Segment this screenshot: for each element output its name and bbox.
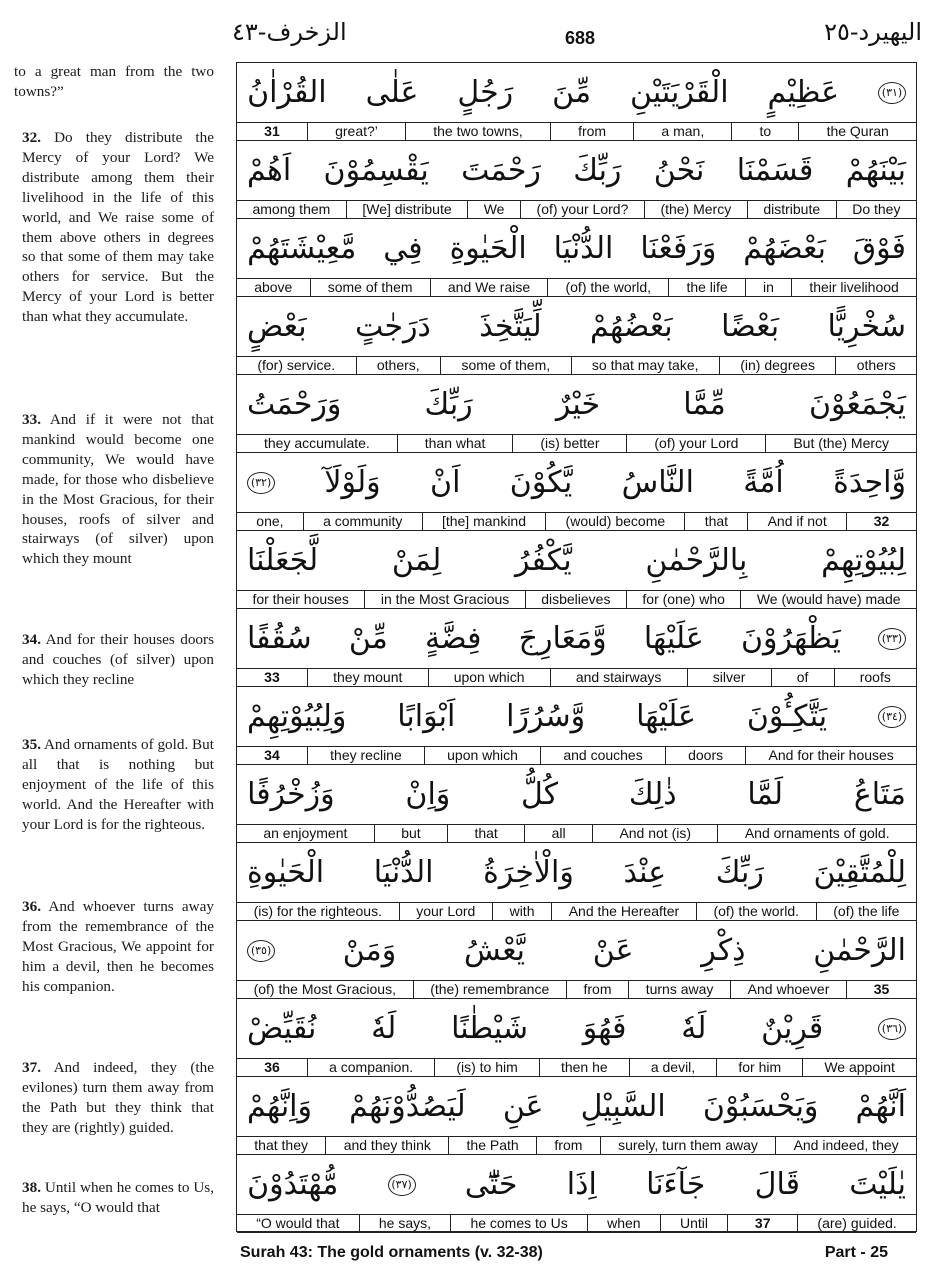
gloss-cell: (of) the Most Gracious, (253, 981, 396, 997)
arabic-word: الْحَيٰوةِ (247, 855, 325, 890)
gloss-cell: so that may take, (571, 357, 719, 374)
verse-number: 38. (22, 1179, 41, 1196)
arabic-word: سُخْرِيًّا (827, 309, 906, 344)
arabic-word: الدُّنْيَا (373, 855, 434, 890)
arabic-word: قَسَمْنَا (736, 153, 814, 188)
gloss-cell: and couches (540, 747, 665, 764)
arabic-word: خَيْرٌ (555, 387, 600, 422)
gloss-line (237, 1136, 916, 1155)
translation-verse-text: Do they distribute the Mercy of your Lord? We distribute among them their livelihood in the life of this world, and We raise some of them above others in degrees so that some of them may take others for service. But the Mercy of your Lord is better than what they accumulate. (22, 129, 214, 326)
gloss-cell: We (467, 201, 520, 218)
verse-number: 36. (22, 898, 41, 915)
verse-row (237, 141, 916, 219)
arabic-word: وَّسُرُرًا (506, 699, 586, 734)
verse-row (237, 63, 916, 141)
gloss-cell: a devil, (629, 1059, 717, 1076)
arabic-word: اُمَّةً (743, 465, 784, 500)
gloss-cell: And the Hereafter (551, 903, 696, 920)
arabic-word: عَلَيْهَا (636, 699, 696, 734)
page-footer (0, 1240, 938, 1270)
arabic-word: اَنَّهُمْ (855, 1089, 906, 1124)
arabic-line (237, 609, 916, 668)
translation-verse (22, 897, 214, 997)
arabic-word: يَظْهَرُوْنَ (740, 621, 841, 656)
arabic-word: اَهُمْ (247, 153, 292, 188)
arabic-word: لَّجَعَلْنَا (247, 543, 319, 578)
gloss-cell: for him (716, 1059, 802, 1076)
arabic-word: لِمَنْ (391, 543, 442, 578)
gloss-cell: And not (is) (592, 825, 717, 842)
arabic-word: نُقَيِّضْ (247, 1011, 317, 1046)
gloss-cell: then he (539, 1059, 629, 1076)
arabic-line (237, 765, 916, 824)
gloss-verse-number: 32 (846, 513, 916, 530)
gloss-verse-number: 37 (727, 1215, 797, 1232)
gloss-cell: he comes to Us (450, 1215, 587, 1232)
arabic-line (237, 453, 916, 512)
gloss-cell: (of) your Lord? (520, 201, 644, 218)
gloss-cell: for (one) who (626, 591, 740, 608)
gloss-cell: than what (397, 435, 513, 452)
arabic-word: جَآءَنَا (646, 1167, 706, 1202)
verse-row (237, 843, 916, 921)
arabic-word: بِالرَّحْمٰنِ (645, 543, 748, 578)
gloss-cell: some of them (310, 279, 430, 296)
arabic-word: فِي (383, 231, 423, 266)
gloss-cell: roofs (834, 669, 916, 686)
gloss-cell: above (254, 279, 293, 295)
arabic-word: دَرَجٰتٍ (354, 309, 431, 344)
gloss-cell: from (536, 1137, 600, 1154)
gloss-cell: their livelihood (791, 279, 916, 296)
gloss-cell: your Lord (399, 903, 492, 920)
verse-number: 33. (22, 411, 41, 428)
surah-name-arabic: الزخرف-٤٣ (232, 18, 347, 46)
arabic-word: وَيَحْسَبُوْنَ (702, 1089, 819, 1124)
arabic-line (237, 921, 916, 980)
arabic-word: رَبِّكَ (573, 153, 622, 188)
gloss-cell: [We] distribute (346, 201, 467, 218)
verse-row (237, 531, 916, 609)
gloss-cell: (the) Mercy (644, 201, 747, 218)
gloss-cell: an enjoyment (263, 825, 348, 841)
gloss-cell: and We raise (430, 279, 548, 296)
gloss-cell: disbelieves (525, 591, 626, 608)
gloss-line (237, 356, 916, 375)
gloss-cell: (of) the world, (547, 279, 668, 296)
arabic-word: مِّنَ (552, 75, 592, 110)
arabic-word: قَرِيْنٌ (761, 1011, 824, 1046)
gloss-cell: And for their houses (745, 747, 916, 764)
arabic-word: النَّاسُ (621, 465, 694, 500)
arabic-line (237, 687, 916, 746)
verse-row (237, 297, 916, 375)
gloss-line (237, 278, 916, 297)
verse-row (237, 375, 916, 453)
arabic-word: ذِكْرِ (701, 933, 746, 968)
arabic-word: فَهُوَ (582, 1011, 627, 1046)
gloss-cell: for their houses (252, 591, 349, 607)
verse-end-marker: (٣٥) (247, 940, 275, 962)
gloss-cell: (of) the world. (696, 903, 816, 920)
verse-row (237, 765, 916, 843)
translation-continued (14, 62, 214, 102)
gloss-cell: the life (668, 279, 745, 296)
gloss-cell: that (684, 513, 747, 530)
gloss-cell: doors (665, 747, 745, 764)
gloss-cell: (for) service. (257, 357, 336, 373)
gloss-line (237, 902, 916, 921)
arabic-word: كُلُّ (521, 777, 559, 812)
gloss-cell: in (745, 279, 791, 296)
arabic-word: عَظِيْمٍ (767, 75, 840, 110)
arabic-word: مُّهْتَدُوْنَ (247, 1167, 339, 1202)
verse-end-marker: (٣٢) (247, 472, 275, 494)
arabic-word: لِّيَتَّخِذَ (479, 309, 542, 344)
gloss-line (237, 1214, 916, 1233)
gloss-cell: they recline (307, 747, 424, 764)
gloss-cell: (in) degrees (719, 357, 835, 374)
part-name-arabic: اليهيرد-٢٥ (824, 18, 922, 46)
gloss-line (237, 1058, 916, 1077)
arabic-word: يَّكْفُرُ (515, 543, 572, 578)
arabic-word: اِذَا (566, 1167, 597, 1202)
translation-verse-text: And ornaments of gold. But all that is nothing but enjoyment of the life of this world. And the Hereafter with your Lord is for the righteous. (22, 736, 214, 833)
page-header (0, 0, 938, 58)
gloss-line (237, 512, 916, 531)
gloss-cell: (the) remembrance (413, 981, 566, 998)
gloss-cell: the Quran (798, 123, 916, 140)
arabic-word: مَّعِيْشَتَهُمْ (247, 231, 357, 266)
translation-verse-text: Until when he comes to Us, he says, “O would that (22, 1179, 215, 1216)
gloss-cell: upon which (424, 747, 540, 764)
arabic-word: بَعْضُهُمْ (590, 309, 673, 344)
gloss-cell: a man, (633, 123, 731, 140)
gloss-cell: Until (660, 1215, 727, 1232)
arabic-word: الدُّنْيَا (553, 231, 614, 266)
gloss-cell: But (the) Mercy (765, 435, 916, 452)
gloss-cell: others, (356, 357, 441, 374)
arabic-word: وَاِنْ (405, 777, 451, 812)
gloss-cell: (of) your Lord (626, 435, 765, 452)
verse-end-marker: (٣١) (878, 82, 906, 104)
arabic-word: وَرَحْمَتُ (247, 387, 342, 422)
arabic-word: لِلْمُتَّقِيْنَ (813, 855, 906, 890)
arabic-word: يٰلَيْتَ (849, 1167, 906, 1202)
gloss-cell: great?’ (307, 123, 405, 140)
gloss-cell: all (524, 825, 592, 842)
gloss-line (237, 824, 916, 843)
gloss-line (237, 434, 916, 453)
translation-verse (22, 630, 214, 690)
gloss-cell: in the Most Gracious (364, 591, 524, 608)
verse-end-marker: (٣٤) (878, 706, 906, 728)
verse-end-marker: (٣٦) (878, 1018, 906, 1040)
arabic-word: مِّمَّا (683, 387, 726, 422)
translation-verse (22, 1178, 214, 1218)
gloss-verse-number: 34 (264, 747, 280, 763)
gloss-cell: (are) guided. (797, 1215, 916, 1232)
arabic-word: عَنْ (592, 933, 634, 968)
verse-row (237, 453, 916, 531)
gloss-verse-number: 31 (264, 123, 280, 139)
arabic-word: لَمَّا (747, 777, 784, 812)
arabic-word: شَيْطٰنًا (451, 1011, 529, 1046)
arabic-word: اَنْ (430, 465, 461, 500)
arabic-word: وَزُخْرُفًا (247, 777, 335, 812)
gloss-cell: turns away (628, 981, 730, 998)
arabic-line (237, 1077, 916, 1136)
gloss-cell: they mount (307, 669, 428, 686)
gloss-line (237, 980, 916, 999)
arabic-word: يَّكُوْنَ (509, 465, 573, 500)
gloss-cell: (is) better (512, 435, 626, 452)
arabic-word: فِضَّةٍ (424, 621, 482, 656)
verse-row (237, 687, 916, 765)
gloss-cell: of (771, 669, 834, 686)
gloss-cell: and stairways (550, 669, 687, 686)
verse-number: 34. (22, 631, 41, 648)
gloss-cell: that (447, 825, 524, 842)
gloss-cell: but (374, 825, 447, 842)
verse-row (237, 921, 916, 999)
gloss-cell: (is) for the righteous. (253, 903, 382, 919)
verse-number: 37. (22, 1059, 41, 1076)
gloss-cell: some of them, (440, 357, 570, 374)
arabic-line (237, 219, 916, 278)
translation-verse-text: And for their houses doors and couches (of silver) upon which they recline (22, 631, 214, 688)
gloss-cell: (of) the life (816, 903, 916, 920)
gloss-line (237, 200, 916, 219)
arabic-word: بَعْضًا (721, 309, 780, 344)
translation-verse (22, 410, 214, 569)
translation-verse (22, 735, 214, 835)
arabic-word: نَحْنُ (653, 153, 705, 188)
arabic-line (237, 843, 916, 902)
translation-verse-text: And indeed, they (the evilones) turn them away from the Path but they think that they are (rightly) guided. (22, 1059, 214, 1136)
arabic-word: السَّبِيْلِ (580, 1089, 666, 1124)
gloss-cell: Do they (836, 201, 916, 218)
arabic-word: يَتَّكِـُٔوْنَ (746, 699, 828, 734)
verse-number: 35. (22, 736, 41, 753)
gloss-cell: (is) to him (434, 1059, 539, 1076)
arabic-word: وَرَفَعْنَا (640, 231, 717, 266)
verse-end-marker: (٣٧) (388, 1174, 416, 1196)
footer-surah-title: Surah 43: The gold ornaments (v. 32-38) (240, 1244, 543, 1261)
gloss-cell: distribute (747, 201, 836, 218)
gloss-cell: to (731, 123, 798, 140)
arabic-line (237, 999, 916, 1058)
gloss-line (237, 668, 916, 687)
gloss-cell: And indeed, they (775, 1137, 916, 1154)
arabic-word: وَالْاٰخِرَةُ (483, 855, 574, 890)
gloss-cell: from (550, 123, 633, 140)
translation-verse (22, 1058, 214, 1138)
translation-verse-text: And if it were not that mankind would become one community, We would have made, for those who disbelieve in the Most Gracious, for their houses, roofs of silver and stairways (of silver) upon which they mount (22, 411, 214, 568)
gloss-cell: We (would have) made (740, 591, 916, 608)
arabic-word: اَبْوَابًا (397, 699, 456, 734)
verse-row (237, 609, 916, 687)
arabic-word: لِبُيُوْتِهِمْ (821, 543, 906, 578)
arabic-word: الْحَيٰوةِ (449, 231, 527, 266)
arabic-word: وَلَوْلَآ (324, 465, 381, 500)
arabic-word: يَجْمَعُوْنَ (808, 387, 906, 422)
arabic-word: قَالَ (754, 1167, 800, 1202)
verse-end-marker: (٣٣) (878, 628, 906, 650)
arabic-line (237, 141, 916, 200)
arabic-word: عَنِ (502, 1089, 544, 1124)
arabic-word: يَقْسِمُوْنَ (323, 153, 429, 188)
verse-row (237, 219, 916, 297)
arabic-line (237, 375, 916, 434)
gloss-cell: And if not (747, 513, 846, 530)
arabic-word: يَّعْشُ (463, 933, 526, 968)
footer-part: Part - 25 (824, 1244, 888, 1261)
gloss-line (237, 590, 916, 609)
gloss-cell: And ornaments of gold. (717, 825, 916, 842)
page-number: 688 (564, 28, 596, 48)
gloss-cell: a community (303, 513, 422, 530)
arabic-word: رَبِّكَ (715, 855, 764, 890)
arabic-word: وَّاحِدَةً (833, 465, 906, 500)
arabic-word: سُقُفًا (247, 621, 312, 656)
arabic-word: حَتّٰٓى (464, 1167, 518, 1202)
arabic-word: مَتَاعُ (853, 777, 906, 812)
translation-verse-text: And whoever turns away from the remembrance of the Most Gracious, We appoint for him a devil, then he becomes his companion. (22, 898, 214, 995)
arabic-line (237, 63, 916, 122)
arabic-word: وَمَنْ (342, 933, 397, 968)
gloss-cell: (would) become (545, 513, 684, 530)
translation-verse-text: to a great man from the two towns?” (14, 63, 214, 100)
gloss-verse-number: 36 (264, 1059, 280, 1075)
gloss-cell: that they (254, 1137, 308, 1153)
arabic-word: عِنْدَ (623, 855, 667, 890)
arabic-word: وَاِنَّهُمْ (247, 1089, 312, 1124)
gloss-cell: and they think (325, 1137, 448, 1154)
arabic-word: لَيَصُدُّوْنَهُمْ (349, 1089, 466, 1124)
arabic-word: لَهٗ (371, 1011, 397, 1046)
verse-row (237, 999, 916, 1077)
arabic-word: رَحْمَتَ (461, 153, 541, 188)
gloss-cell: silver (687, 669, 771, 686)
arabic-word: عَلَيْهَا (643, 621, 704, 656)
gloss-verse-number: 33 (264, 669, 280, 685)
verse-row (237, 1077, 916, 1155)
gloss-cell: a companion. (307, 1059, 434, 1076)
gloss-cell: upon which (428, 669, 550, 686)
arabic-word: رَبِّكَ (424, 387, 473, 422)
gloss-cell: with (492, 903, 551, 920)
gloss-verse-number: 35 (846, 981, 916, 998)
arabic-word: لَهٗ (681, 1011, 707, 1046)
gloss-cell: from (566, 981, 628, 998)
arabic-word: بَعْضٍ (247, 309, 307, 344)
arabic-line (237, 1155, 916, 1214)
gloss-cell: they accumulate. (263, 435, 370, 451)
arabic-word: رَجُلٍ (457, 75, 514, 110)
gloss-cell: he says, (359, 1215, 451, 1232)
arabic-word: ذٰلِكَ (628, 777, 677, 812)
arabic-word: الرَّحْمٰنِ (813, 933, 906, 968)
arabic-word: الْقَرْيَتَيْنِ (630, 75, 729, 110)
word-by-word-grid (236, 62, 917, 1232)
arabic-word: وَّمَعَارِجَ (518, 621, 607, 656)
arabic-line (237, 531, 916, 590)
arabic-word: بَعْضَهُمْ (743, 231, 826, 266)
gloss-line (237, 746, 916, 765)
verse-row (237, 1155, 916, 1233)
arabic-word: القُرْاٰنُ (247, 75, 327, 110)
gloss-cell: We appoint (802, 1059, 916, 1076)
gloss-cell: one, (256, 513, 284, 529)
arabic-word: وَلِبُيُوْتِهِمْ (247, 699, 347, 734)
translation-verse (22, 128, 214, 327)
gloss-cell: others (835, 357, 916, 374)
gloss-cell: when (587, 1215, 660, 1232)
gloss-cell: among them (252, 201, 331, 217)
gloss-cell: the two towns, (405, 123, 550, 140)
verse-number: 32. (22, 129, 41, 146)
gloss-cell: the Path (448, 1137, 536, 1154)
gloss-cell: And whoever (730, 981, 846, 998)
gloss-cell: surely, turn them away (600, 1137, 775, 1154)
arabic-word: مِّنْ (348, 621, 388, 656)
arabic-line (237, 297, 916, 356)
arabic-word: بَيْنَهُمْ (845, 153, 906, 188)
gloss-cell: “O would that (256, 1215, 340, 1231)
arabic-word: فَوْقَ (852, 231, 906, 266)
gloss-line (237, 122, 916, 141)
arabic-word: عَلٰى (365, 75, 419, 110)
gloss-cell: [the] mankind (422, 513, 546, 530)
